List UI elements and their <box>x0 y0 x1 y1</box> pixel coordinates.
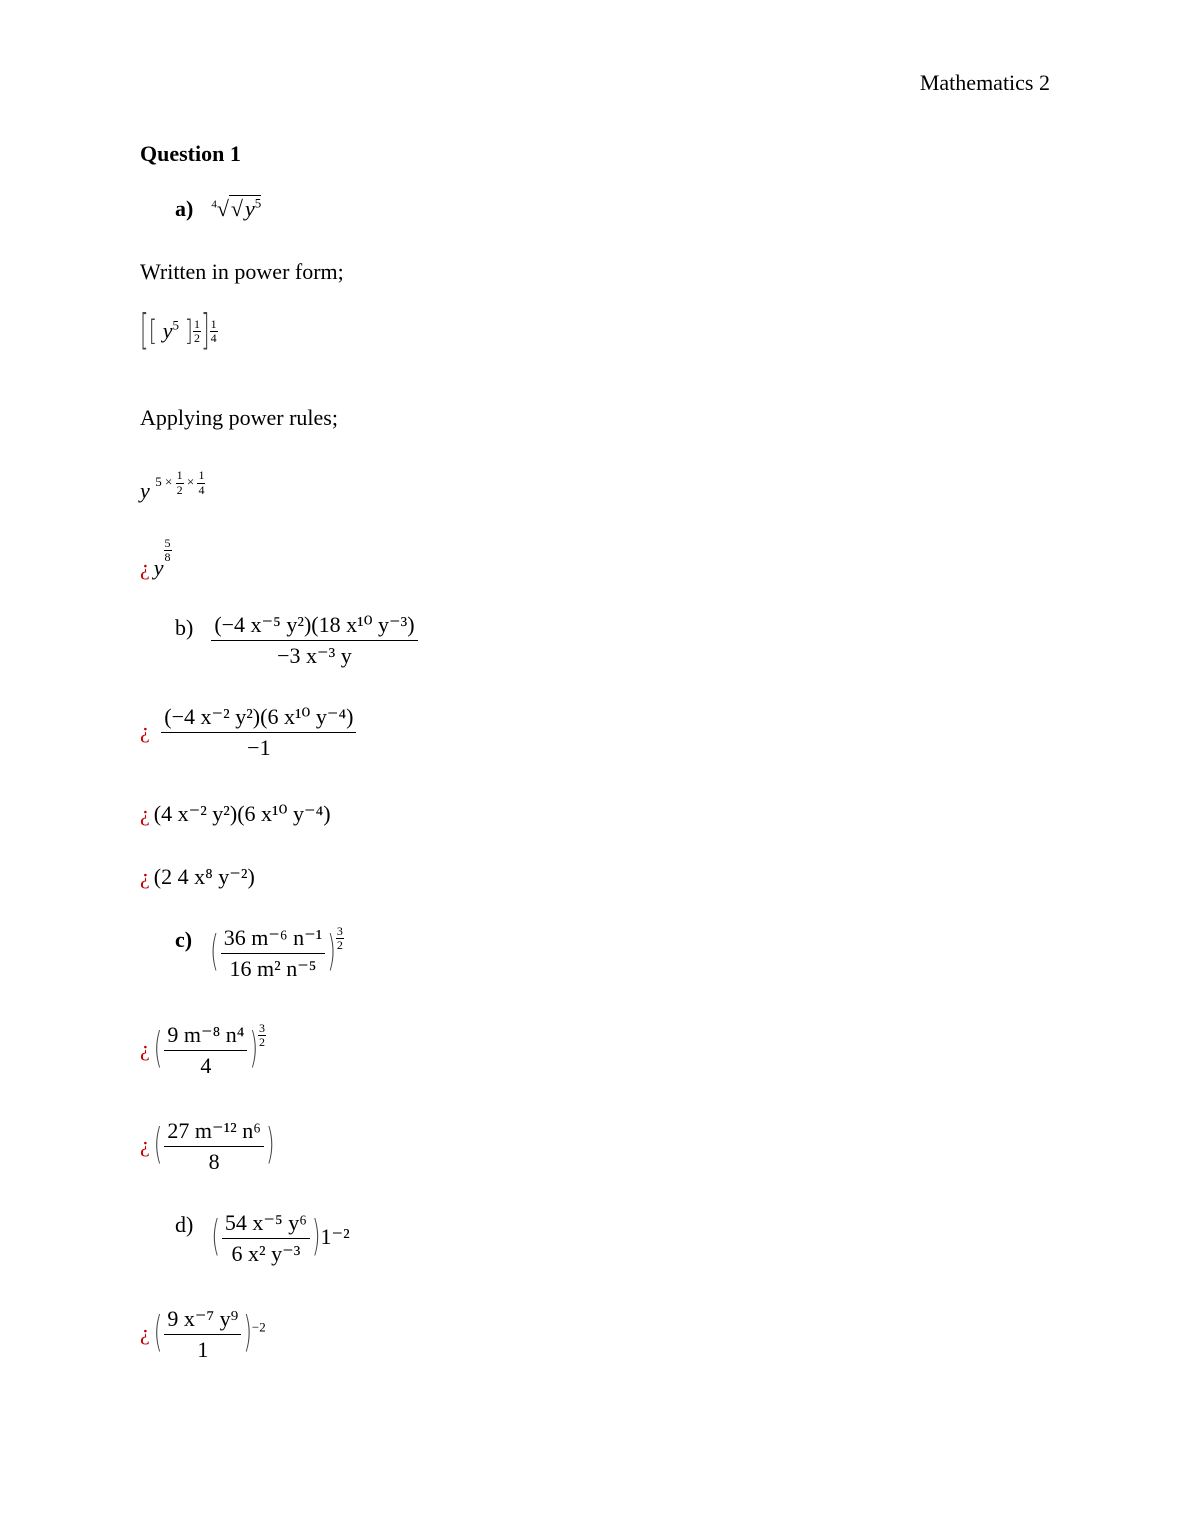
part-b-step3: ¿ (2 4 x⁸ y⁻²) <box>140 864 255 889</box>
part-a-result: ¿ y $\frac{5}{8}$ <box>140 536 171 580</box>
pf-quarter: $\frac{1}{4}$ <box>210 317 217 346</box>
part-b-expression <box>175 612 420 670</box>
b-denominator: −3 x⁻³ y <box>277 643 352 669</box>
question-title: Question 1 <box>140 141 241 166</box>
step-marker: ¿ <box>140 555 150 580</box>
root-exp: 5 <box>254 195 262 211</box>
part-d-expression: d) ( $\frac{\text{54 x⁻⁵ y⁶}}{\text{6 x² y⁻³}}$ )1⁻² <box>175 1210 350 1267</box>
pf-half: $\frac{1}{2}$ <box>194 317 201 346</box>
part-c-expression: c) ( $\frac{\text{36 m⁻⁶ n⁻¹}}{\text{16 m² n⁻⁵}}$ ) $\frac{3}{2}$ <box>175 924 343 982</box>
part-b-step2: ¿ (4 x⁻² y²)(6 x¹⁰ y⁻⁴) <box>140 801 331 826</box>
page-header: Mathematics 2 <box>919 70 1050 95</box>
part-c-label: c) <box>175 926 193 952</box>
pf-var: y <box>162 318 173 343</box>
part-b-step1: ¿ $\frac{\text{(−4 x⁻² y²)(6 x¹⁰ y⁻⁴)}}{-1}$ <box>140 704 358 762</box>
power-rules-expression: y $_{5 \times \frac{1}{2} \times \frac{1}{4}}$ <box>140 468 205 503</box>
power-form-text: Written in power form; <box>140 259 344 284</box>
part-d-label: d) <box>175 1211 194 1237</box>
nested-root: $^4√√y^5$ <box>211 195 262 221</box>
pf-exp: 5 <box>172 317 179 333</box>
part-b-fraction <box>211 612 417 670</box>
part-a-label: a) <box>175 196 194 221</box>
power-form-expression: [[ $y^5$ ] $\frac{1}{2}$ ] $\frac{1}{4}$ <box>140 307 217 356</box>
root-var: y <box>244 196 255 221</box>
part-c-step2: ¿ ( $\frac{\text{27 m⁻¹² n⁶}}{8}$ ) <box>140 1118 275 1175</box>
b-numerator: (−4 x⁻⁵ y²)(18 x¹⁰ y⁻³) <box>211 612 417 641</box>
part-d-step1: ¿ ( $\frac{\text{9 x⁻⁷ y⁹}}{1}$ )$^{-2}$ <box>140 1306 266 1363</box>
power-rules-text: Applying power rules; <box>140 405 338 430</box>
part-b-label: b) <box>175 614 194 640</box>
part-a-expression <box>175 196 261 222</box>
root-index: 4 <box>211 198 217 211</box>
part-c-step1: ¿ ( $\frac{\text{9 m⁻⁸ n⁴}}{4}$ ) $\frac{3}{2}$ <box>140 1021 266 1079</box>
